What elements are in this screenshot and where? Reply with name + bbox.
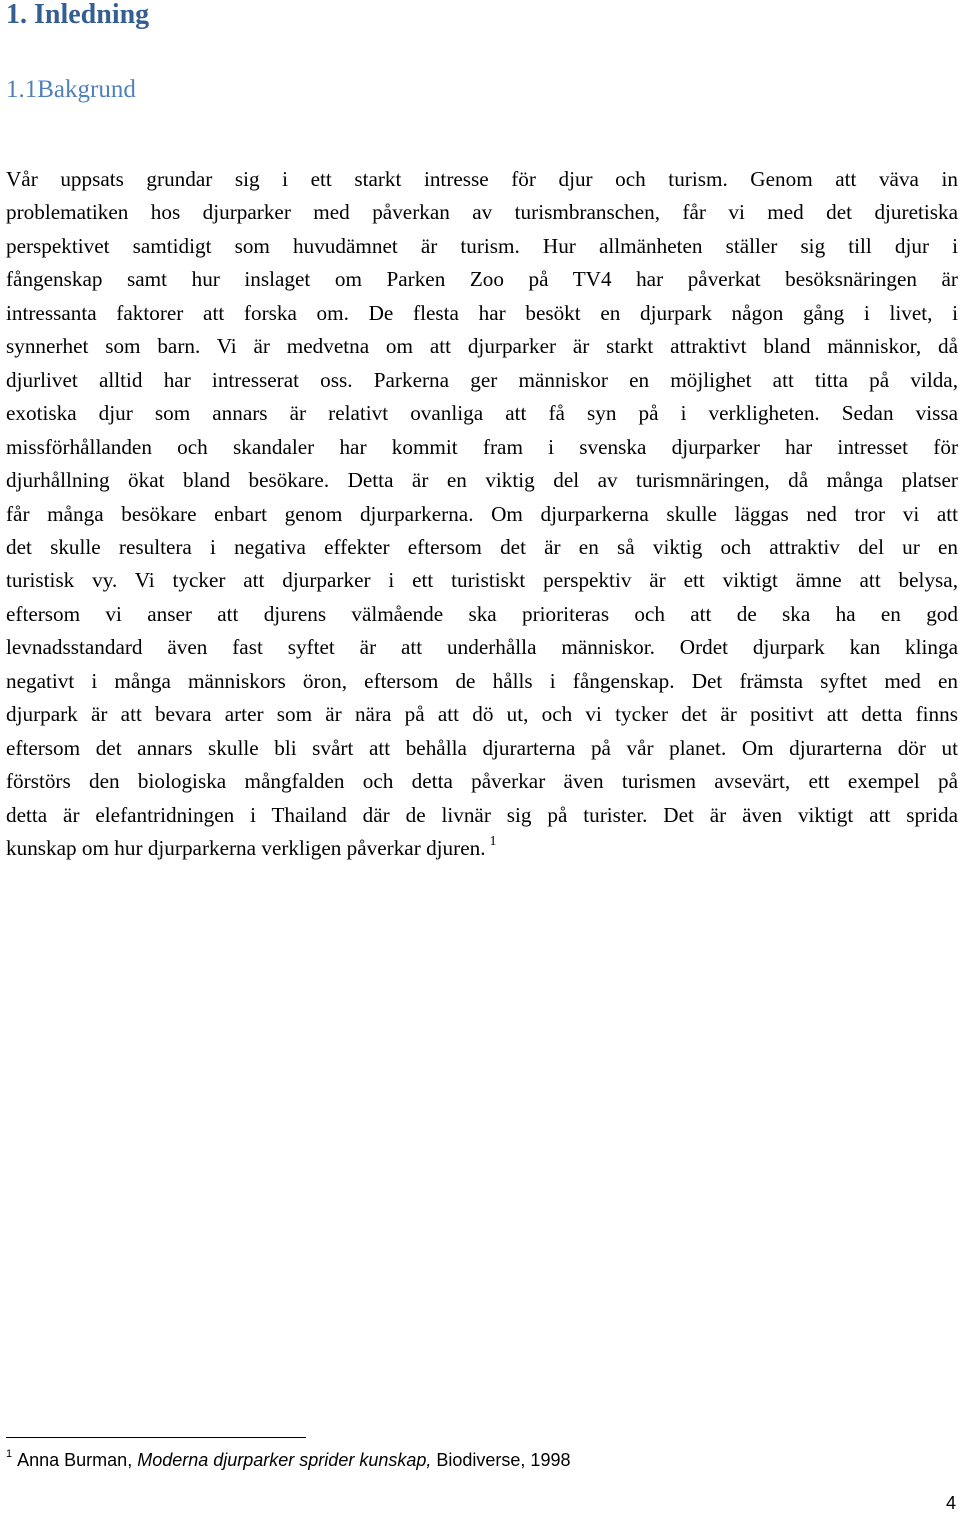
paragraph-last-line-text: kunskap om hur djurparkerna verkligen påverkar djuren. [6, 836, 486, 861]
paragraph-line-18: eftersom det annars skulle bli svårt att behålla djurarterna på vår planet. Om djurarterna dör ut [6, 735, 958, 760]
paragraph-line-3: perspektivet samtidigt som huvudämnet är turism. Hur allmänheten ställer sig till djur i [6, 233, 958, 258]
paragraph-line-15: levnadsstandard även fast syftet är att underhålla människor. Ordet djurpark kan klinga [6, 635, 958, 660]
paragraph-line-4: fångenskap samt hur inslaget om Parken Zoo på TV4 har påverkat besöksnäringen är [6, 267, 958, 292]
paragraph-line-5: intressanta faktorer att forska om. De flesta har besökt en djurpark någon gång i livet, i [6, 300, 958, 325]
paragraph-line-12: det skulle resultera i negativa effekter eftersom det är en så viktig och attraktiv del ur en [6, 534, 958, 559]
paragraph-line-8: exotiska djur som annars är relativt ovanliga att få syn på i verkligheten. Sedan vissa [6, 401, 958, 426]
paragraph-line-1: Vår uppsats grundar sig i ett starkt intresse för djur och turism. Genom att väva in [6, 167, 958, 191]
paragraph-line-16: negativt i många människors öron, eftersom de hålls i fångenskap. Det främsta syftet med en [6, 668, 958, 693]
footnote-title: Moderna djurparker sprider kunskap, [137, 1450, 432, 1470]
paragraph-line-11: får många besökare enbart genom djurparkerna. Om djurparkerna skulle läggas ned tror vi att [6, 501, 958, 526]
paragraph-line-10: djurhållning ökat bland besökare. Detta är en viktig del av turismnäringen, då många platser [6, 468, 958, 493]
footnote-publisher: Biodiverse, 1998 [436, 1450, 571, 1470]
paragraph-line-17: djurpark är att bevara arter som är nära på att dö ut, och vi tycker det är positivt att detta finns [6, 702, 958, 727]
page-number: 4 [945, 1493, 956, 1513]
body-paragraph [6, 163, 958, 866]
footnote [6, 1447, 570, 1473]
paragraph-line-13: turistisk vy. Vi tycker att djurparker i ett turistiskt perspektiv är ett viktigt ämne att belysa, [6, 568, 958, 593]
footnote-author: Anna Burman, [17, 1450, 133, 1470]
footnote-reference[interactable]: 1 [489, 834, 497, 850]
paragraph-line-14: eftersom vi anser att djurens välmående ska prioriteras och att de ska ha en god [6, 601, 958, 626]
paragraph-line-6: synnerhet som barn. Vi är medvetna om att djurparker är starkt attraktivt bland människor, då [6, 334, 958, 359]
paragraph-line-9: missförhållanden och skandaler har kommit fram i svenska djurparker har intresset för [6, 434, 958, 459]
paragraph-line-7: djurlivet alltid har intresserat oss. Parkerna ger människor en möjlighet att titta på vilda, [6, 367, 958, 392]
paragraph-last-line [6, 832, 958, 865]
paragraph-line-19: förstörs den biologiska mångfalden och detta påverkar även turismen avsevärt, ett exempel på [6, 769, 958, 794]
footnote-marker: 1 [6, 1448, 13, 1460]
footnote-separator [6, 1437, 306, 1438]
paragraph-line-2: problematiken hos djurparker med påverkan av turismbranschen, får vi med det djuretiska [6, 200, 958, 225]
chapter-heading: 1. Inledning [6, 0, 150, 30]
paragraph-line-20: detta är elefantridningen i Thailand där de livnär sig på turister. Det är även viktigt att sprida [6, 802, 958, 827]
section-heading: 1.1Bakgrund [6, 76, 136, 103]
